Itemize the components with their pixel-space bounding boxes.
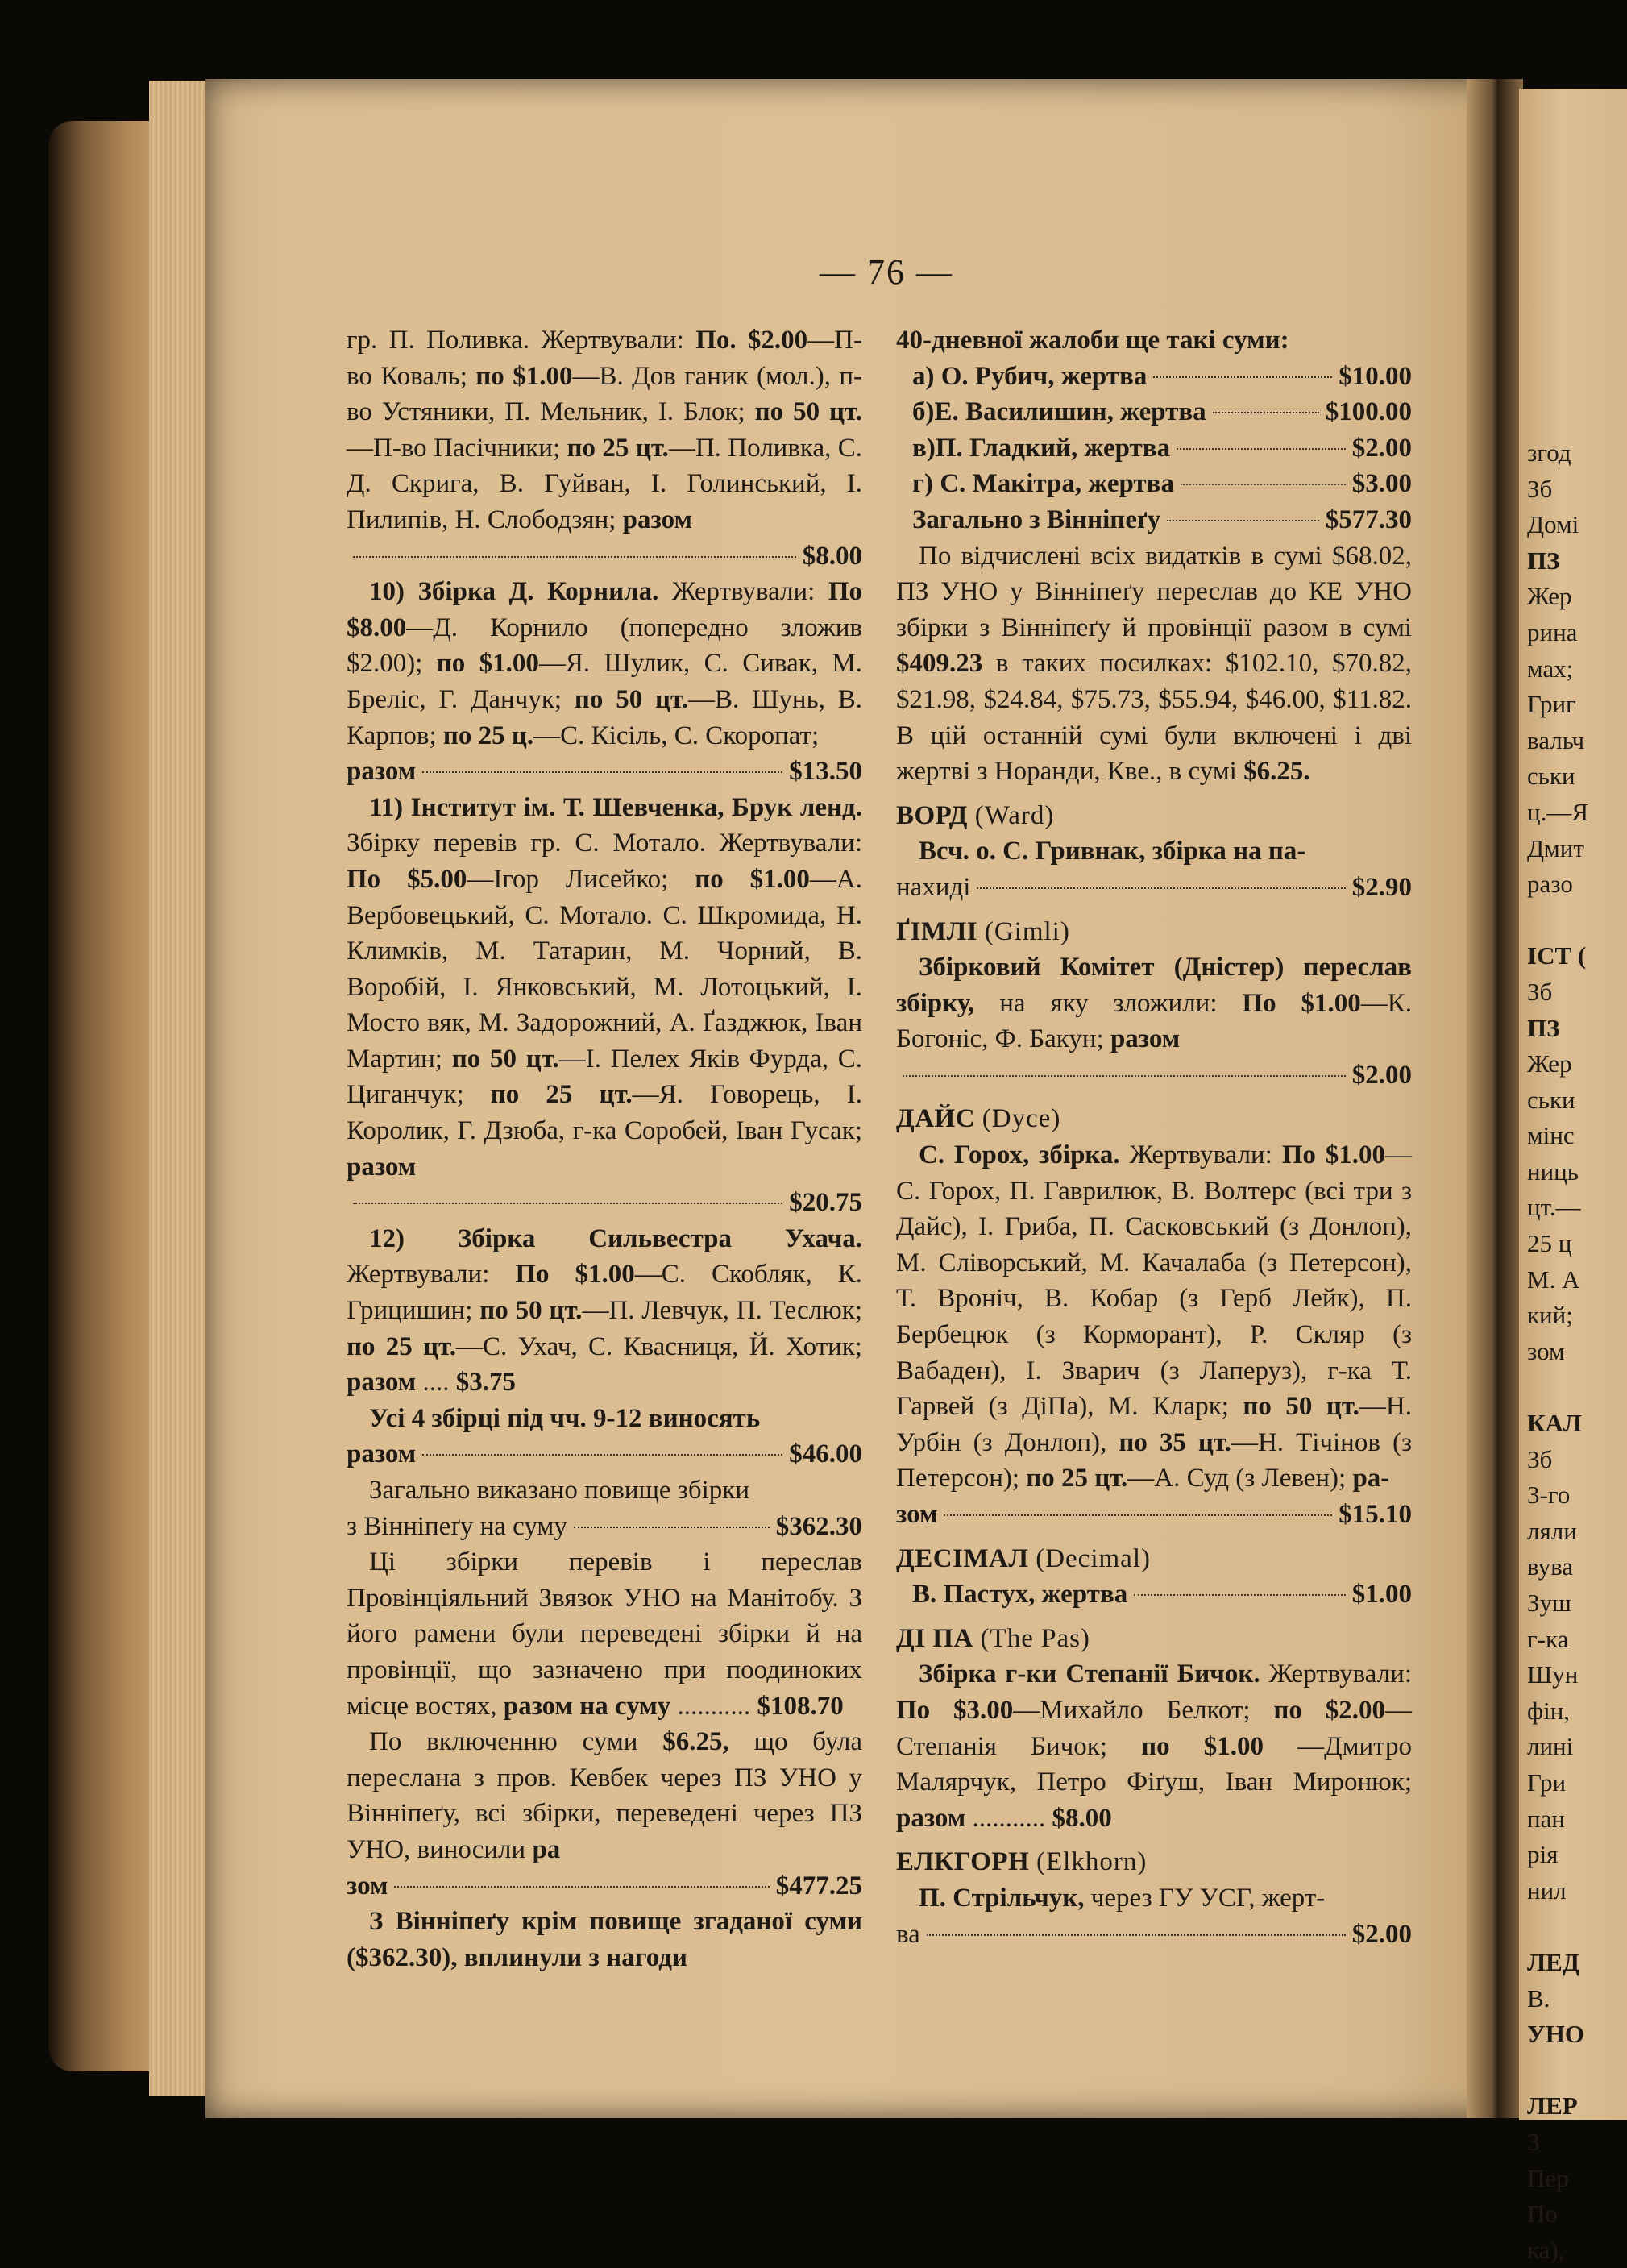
- facing-page-fragment: ц.—Я: [1527, 797, 1589, 826]
- section-heading-title: ҐІМЛІ: [896, 916, 985, 946]
- entry-label: б)Е. Василишин, жертва: [912, 397, 1206, 427]
- entry-amount: $20.75: [789, 1188, 862, 1218]
- facing-page-fragment: Жер: [1527, 582, 1572, 611]
- facing-page-fragment: ЛЕД: [1527, 1947, 1580, 1976]
- paragraph: 12) Збірка Сильвестра Ухача. Жертвували: По $1.00—С. Скобляк, К. Грицишин; по 50 цт.—П. Левчук, П. Теслюк; по 25 цт.—С. Ухач, С. Квасниця, Й. Хотик; разом .... $3.75: [347, 1223, 862, 1398]
- facing-page-fragment: 3-го: [1527, 1481, 1571, 1510]
- facing-page-fragment: нил: [1527, 1875, 1567, 1905]
- section-heading: [896, 1541, 1412, 1577]
- entry-amount: $477.25: [775, 1871, 862, 1900]
- paragraph: По відчислені всіх видатків в сумі $68.02, ПЗ УНО у Вінніпеґу переслав до КЕ УНО збірки з Вінніпеґу й провінції разом в сумі $409.23 в таких посилках: $102.10, $70.82, $21.98, $24.84, $75.73, $55.94, $46.00, $11.82. В цій останній сумі були включені і дві жертві з Норанди, Кве., в сумі $6.25.: [896, 541, 1412, 787]
- section-heading-title: ВОРД: [896, 800, 975, 830]
- facing-page-fragment: мінс: [1527, 1121, 1575, 1150]
- facing-page-fragment: рія: [1527, 1840, 1559, 1869]
- dot-leader: [1167, 520, 1318, 521]
- section-heading-latin: (Elkhorn): [1036, 1847, 1148, 1877]
- dot-leader: [394, 1886, 769, 1888]
- entry-amount: $362.30: [775, 1511, 862, 1541]
- dot-leader: [977, 887, 1345, 889]
- total-line: [896, 394, 1412, 430]
- dot-leader: [1213, 412, 1319, 413]
- paragraph: Збірка г-ки Степанії Бичок. Жертвували: По $3.00—Михайло Белкот; по $2.00—Степанія Бичок; по $1.00 —Дмитро Малярчук, Петро Фіґуш, Іван Миронюк; разом ........... $8.00: [896, 1659, 1413, 1833]
- section-heading: [896, 914, 1412, 950]
- paragraph: Збірковий Комітет (Дністер) переслав збірку, на яку зложили: По $1.00—К. Богоніс, Ф. Бакун; разом: [896, 953, 1412, 1054]
- dot-leader: [353, 1203, 782, 1204]
- entry-amount: $1.00: [1351, 1580, 1412, 1610]
- left-column: [347, 322, 862, 1975]
- total-line: [347, 1868, 862, 1905]
- entry-label: нахиді: [896, 872, 971, 902]
- section-heading-title: ДІ ПА: [896, 1623, 981, 1653]
- facing-page-fragment: кий;: [1527, 1301, 1573, 1330]
- section-heading: [896, 1621, 1412, 1657]
- entry-label: разом: [347, 1439, 417, 1469]
- dot-leader: [1177, 448, 1346, 450]
- entry-label: зом: [347, 1871, 388, 1900]
- facing-page-fragment: ка),: [1527, 2235, 1565, 2264]
- facing-page-fragment: [1527, 903, 1624, 939]
- entry-amount: $2.00: [1351, 1060, 1412, 1090]
- paragraph: Загально виказано повище збірки: [369, 1476, 749, 1505]
- entry-amount: $46.00: [789, 1439, 862, 1469]
- entry-amount: $8.00: [802, 541, 862, 571]
- entry-amount: $2.90: [1351, 872, 1412, 902]
- page-number: — 76 —: [820, 252, 953, 292]
- total-line: [896, 466, 1412, 502]
- entry-label: а) О. Рубич, жертва: [912, 361, 1148, 391]
- section-heading-latin: (Dyce): [982, 1104, 1061, 1134]
- entry-amount: $577.30: [1325, 505, 1412, 534]
- facing-page-fragment: Шун: [1527, 1660, 1579, 1689]
- paragraph: 40-дневної жалоби ще такі суми:: [896, 326, 1289, 355]
- total-line: [896, 870, 1412, 906]
- facing-page-fragment: ПЗ: [1527, 546, 1560, 575]
- paragraph: 11) Інститут ім. Т. Шевченка, Брук ленд. Збірку перевів гр. С. Мотало. Жертвували: По $5.00—Ігор Лисейко; по $1.00—А. Вербовецький, С. Мотало. С. Шкромида, Н. Климків, М. Татарин, М. Чорний, В. Воробій, І. Янковський, М. Лотоцький, І. Мосто вяк, М. Задорожний, А. Ґазджюк, Іван Мартин; по 50 цт.—І. Пелех Яків Фурда, С. Циганчук; по 25 цт.—Я. Говорець, І. Королик, Г. Дзюба, г-ка Соробей, Іван Гусак; разом: [347, 792, 863, 1182]
- entry-amount: $3.00: [1351, 469, 1412, 499]
- facing-page-fragment: ниць: [1527, 1157, 1579, 1186]
- paragraph: Усі 4 збірці під чч. 9-12 виносять: [369, 1403, 761, 1433]
- dot-leader: [353, 556, 796, 558]
- facing-page-fragment: [1527, 2053, 1624, 2089]
- section-heading: [896, 798, 1412, 834]
- dot-leader: [944, 1514, 1332, 1516]
- dot-leader: [422, 1454, 782, 1456]
- total-line: [347, 1436, 862, 1473]
- section-heading: [896, 1101, 1412, 1137]
- facing-page-fragment: В.: [1527, 1983, 1550, 2013]
- facing-page-fragment: [1527, 1909, 1624, 1945]
- dot-leader: [1153, 376, 1332, 378]
- facing-page-fragment: ІСТ (: [1527, 941, 1587, 970]
- facing-page-fragment: мах;: [1527, 654, 1574, 683]
- facing-page-fragment: Дмит: [1527, 833, 1584, 862]
- facing-page-fragment: По: [1527, 2199, 1558, 2229]
- entry-label: г) С. Макітра, жертва: [912, 469, 1174, 499]
- facing-page-fragment: Гри: [1527, 1767, 1567, 1797]
- entry-amount: $2.00: [1351, 1919, 1412, 1949]
- paragraph: П. Стрільчук, через ГУ УСГ, жерт-: [919, 1883, 1326, 1913]
- total-line: [896, 1057, 1412, 1094]
- entry-label: зом: [896, 1500, 938, 1529]
- book-edge-left: [48, 121, 161, 2071]
- dot-leader: [903, 1075, 1346, 1077]
- entry-label: з Вінніпеґу на суму: [347, 1511, 567, 1541]
- facing-page-fragment: Домі: [1527, 510, 1579, 539]
- facing-page-fragment: цт.—: [1527, 1193, 1581, 1222]
- facing-page-fragment: Зуш: [1527, 1589, 1571, 1617]
- section-heading-title: ЕЛКГОРН: [896, 1847, 1037, 1877]
- facing-page-fragment: Зб: [1527, 474, 1553, 503]
- facing-page-fragment: вальч: [1527, 725, 1585, 754]
- section-heading: [896, 1844, 1412, 1880]
- facing-page-fragment: УНО: [1527, 2020, 1584, 2049]
- dot-leader: [574, 1527, 770, 1528]
- entry-amount: $15.10: [1339, 1500, 1412, 1529]
- facing-page-fragment: ськи: [1527, 1085, 1575, 1114]
- section-heading-latin: (Decimal): [1036, 1543, 1151, 1573]
- total-line: [896, 502, 1412, 538]
- book-gutter: [1467, 79, 1523, 2118]
- facing-page-fragment: лині: [1527, 1732, 1574, 1761]
- entry-label: Загально з Вінніпеґу: [912, 505, 1161, 534]
- dot-leader: [422, 771, 782, 773]
- paragraph: гр. П. Поливка. Жертвували: По. $2.00—П-во Коваль; по $1.00—В. Дов ганик (мол.), п-во Устяники, П. Мельник, І. Блок; по 50 цт.—П-во Пасічники; по 25 цт.—П. Поливка, С. Д. Скрига, В. Гуйван, І. Голинський, І. Пилипів, Н. Слободзян; разом: [347, 326, 862, 534]
- right-column: [896, 322, 1412, 1952]
- facing-page-fragment: Григ: [1527, 690, 1576, 719]
- facing-page-fragment: ЛЕР: [1527, 2091, 1578, 2121]
- section-heading-latin: (Ward): [974, 800, 1055, 830]
- section-heading-latin: (The Pas): [980, 1623, 1090, 1653]
- dot-leader: [1181, 484, 1346, 485]
- facing-page-fragment: [1527, 1369, 1624, 1406]
- paragraph: З Вінніпеґу крім повище згаданої суми ($362.30), вплинули з нагоди: [347, 1907, 862, 1972]
- entry-amount: $13.50: [789, 757, 862, 787]
- total-line: [896, 1497, 1412, 1533]
- facing-page-text: [1527, 435, 1624, 2268]
- total-line: [347, 1509, 862, 1545]
- paragraph: По включенню суми $6.25, що була переслана з пров. Кевбек через ПЗ УНО у Вінніпеґу, всі збірки, переведені через ПЗ УНО, виносили ра: [347, 1727, 863, 1864]
- section-heading-title: ДАЙС: [896, 1104, 982, 1134]
- entry-label: В. Пастух, жертва: [912, 1580, 1128, 1610]
- facing-page-fragment: 3б: [1527, 1444, 1553, 1473]
- facing-page-fragment: Пер: [1527, 2163, 1569, 2192]
- total-line: [896, 1576, 1412, 1613]
- entry-amount: $100.00: [1325, 397, 1412, 427]
- total-line: [896, 1917, 1412, 1953]
- paragraph: С. Горох, збірка. Жертвували: По $1.00—С. Горох, П. Гаврилюк, В. Волтерс (всі три з Дайс), І. Гриба, П. Сасковський (з Донлоп), М. Сліворський, М. Качалаба (з Петерсон), Т. Вроніч, В. Кобар (з Герб Лейк), П. Бербецюк (з Корморант), Р. Скляр (з Вабаден), І. Зварич (з Лаперуз), г-ка Т. Гарвей (з ДіПа), М. Кларк; по 50 цт.—Н. Урбін (з Донлоп), по 35 цт.—Н. Тічінов (з Петерсон); по 25 цт.—А. Суд (з Левен); ра-: [896, 1140, 1412, 1493]
- facing-page-fragment: 3: [1527, 2127, 1540, 2156]
- facing-page-fragment: рина: [1527, 617, 1578, 646]
- entry-amount: $2.00: [1351, 433, 1412, 463]
- facing-page-fragment: ПЗ: [1527, 1013, 1560, 1042]
- total-line: [896, 430, 1412, 467]
- dot-leader: [1134, 1594, 1346, 1596]
- facing-page-fragment: Жер: [1527, 1049, 1572, 1078]
- facing-page-fragment: 25 ц: [1527, 1229, 1572, 1258]
- facing-page-fragment: ськи: [1527, 762, 1575, 791]
- entry-label: ва: [896, 1919, 920, 1949]
- total-line: [347, 538, 862, 575]
- facing-page-fragment: вува: [1527, 1552, 1574, 1581]
- facing-page-fragment: Зб: [1527, 977, 1553, 1006]
- facing-page-fragment: пан: [1527, 1804, 1565, 1833]
- entry-label: в)П. Гладкий, жертва: [912, 433, 1171, 463]
- facing-page-fragment: КАЛ: [1527, 1409, 1582, 1438]
- total-line: [896, 359, 1412, 395]
- facing-page: [1519, 89, 1627, 2264]
- paragraph: Ці збірки перевів і переслав Провінціяльний Звязок УНО на Манітобу. З його рамени були переведені збірки й на провінції, що зазначено при поодиноких місце востях, разом на суму ........... $108.70: [347, 1547, 862, 1721]
- facing-page-fragment: ляли: [1527, 1516, 1577, 1545]
- facing-page-fragment: разо: [1527, 870, 1573, 899]
- facing-page-fragment: зом: [1527, 1336, 1565, 1365]
- section-heading-latin: (Gimli): [984, 916, 1070, 946]
- facing-page-fragment: згод: [1527, 438, 1571, 467]
- paragraph: Всч. о. С. Гривнак, збірка на па-: [919, 837, 1306, 866]
- paragraph: 10) Збірка Д. Корнила. Жертвували: По $8.00—Д. Корнило (попередно зложив $2.00); по $1.00—Я. Шулик, С. Сивак, М. Бреліс, Г. Данчук; по 50 цт.—В. Шунь, В. Карпов; по 25 ц.—С. Кісіль, С. Скоропат;: [347, 577, 863, 750]
- entry-amount: $10.00: [1339, 361, 1412, 391]
- total-line: [347, 754, 862, 790]
- section-heading-title: ДЕСІМАЛ: [896, 1543, 1036, 1573]
- total-line: [347, 1185, 862, 1221]
- entry-label: разом: [347, 757, 417, 787]
- facing-page-fragment: г-ка: [1527, 1624, 1569, 1653]
- dot-leader: [927, 1934, 1346, 1936]
- facing-page-fragment: М. А: [1527, 1265, 1580, 1294]
- facing-page-fragment: фін,: [1527, 1696, 1571, 1725]
